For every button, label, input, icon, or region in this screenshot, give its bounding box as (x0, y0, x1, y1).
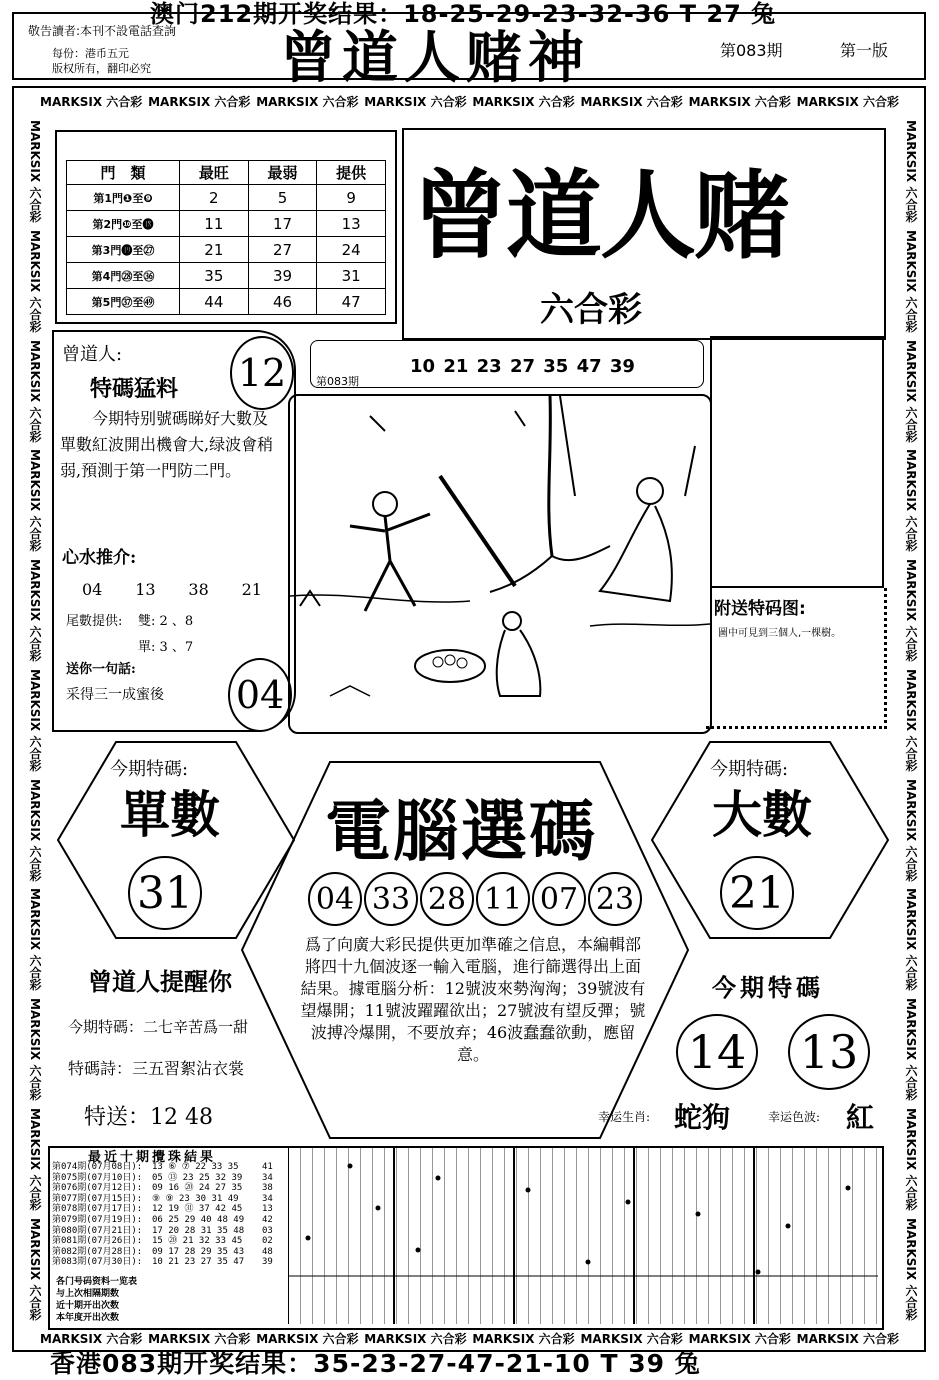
footer-label: 近十期开出次数 (56, 1301, 120, 1311)
cell: 13 (317, 211, 386, 237)
right-hex-number: 21 (720, 856, 794, 930)
cell: 44 (180, 289, 249, 315)
gift-title: 附送特码图: (714, 599, 806, 619)
cell: 5 (248, 185, 317, 211)
computer-number: 23 (588, 872, 642, 926)
history-row: 第083期(07月30日): 10 21 23 27 35 47 39 (52, 1257, 273, 1268)
special-number: 13 (788, 1014, 870, 1090)
circle-number-top: 12 (230, 336, 294, 410)
zodiac-label: 幸运生肖: (598, 1110, 651, 1124)
zodiac-value: 蛇狗 (674, 1101, 731, 1134)
marksix-border-left: MARKSIX 六合彩 MARKSIX 六合彩 MARKSIX 六合彩 MARKSIX 六合彩 MARKSIX 六合彩 MARKSIX 六合彩 MARKSIX 六合彩 MARKSIX 六合彩 MARKSIX 六合彩 MARKSIX 六合彩 MARKSIX 六合彩 (28, 120, 42, 1320)
computer-text: 爲了向廣大彩民提供更加準確之信息，本編輯部將四十九個波逐一輸入電腦，進行篩選得出上面結果。據電腦分析：12號波來勢洶洶；39號波有望爆開；11號波躍躍欲出；27號波有望反彈；號波搏冷爆開，不要放弃；46波蠢蠢欲動，應留意。 (300, 935, 646, 1064)
row-label: 第5門㊲至㊾ (67, 289, 180, 315)
left-hex-big: 單數 (120, 785, 220, 844)
illustration-frame (288, 394, 712, 734)
pick-number: 38 (188, 580, 209, 599)
col-header-cold: 最弱 (248, 161, 317, 185)
col-header-offer: 提供 (317, 161, 386, 185)
history-row: 第076期(07月12日): 09 16 ⑳ 24 27 35 38 (52, 1183, 273, 1194)
history-footer (56, 1276, 137, 1324)
marksix-border-top: MARKSIX 六合彩 MARKSIX 六合彩 MARKSIX 六合彩 MARKSIX 六合彩 MARKSIX 六合彩 MARKSIX 六合彩 MARKSIX 六合彩 MARKSIX 六合彩 (40, 95, 899, 109)
footer-label: 与上次相隔期数 (56, 1289, 120, 1299)
reminder-line2: 特碼詩：三五習絮沾衣裳 (68, 1059, 245, 1078)
cell: 35 (180, 263, 249, 289)
row-label: 第2門❿至⓲ (67, 211, 180, 237)
right-hex-big: 大數 (712, 785, 812, 844)
gift-text: 圖中可見到三個人,一棵樹。 (718, 628, 842, 639)
notice-text: 敬告讀者:本刊不設電話查詢 (28, 24, 177, 38)
issue-number: 第083期 (720, 41, 783, 60)
cell: 9 (317, 185, 386, 211)
history-title: 最近十期攪珠結果 (88, 1150, 217, 1165)
history-row: 第079期(07月19日): 06 25 29 40 48 49 42 (52, 1214, 273, 1225)
pick-number: 04 (82, 580, 103, 599)
issue-small: 第083期 (316, 375, 359, 388)
price-text: 每份：港币五元 (52, 47, 129, 60)
history-row: 第082期(07月28日): 09 17 28 29 35 43 48 (52, 1246, 273, 1257)
reminder-line1: 今期特碼：二七辛苦爲一甜 (68, 1018, 249, 1036)
col-header-hot: 最旺 (180, 161, 249, 185)
feature-text: 今期特别號碼睇好大數及單數紅波開出機會大,绿波會稍弱,預測于第一門防二門。 (60, 409, 274, 480)
history-row: 第078期(07月17日): 12 19 ㉛ 37 42 45 13 (52, 1204, 273, 1215)
footer-label: 各门号码资料一览表 (56, 1277, 138, 1287)
phrase-text: 采得三一成蜜後 (66, 687, 164, 703)
lotto-numbers: 10 21 23 27 35 47 39 (410, 356, 635, 377)
marksix-border-right: MARKSIX 六合彩 MARKSIX 六合彩 MARKSIX 六合彩 MARKSIX 六合彩 MARKSIX 六合彩 MARKSIX 六合彩 MARKSIX 六合彩 MARKSIX 六合彩 MARKSIX 六合彩 MARKSIX 六合彩 MARKSIX 六合彩 (904, 120, 918, 1320)
special-number: 14 (676, 1014, 758, 1090)
history-row: 第077期(07月15日): ⑨ ⑨ 23 30 31 49 34 (52, 1193, 273, 1204)
phrase-label: 送你一句話: (66, 662, 136, 677)
cell: 46 (248, 289, 317, 315)
history-rows (52, 1162, 284, 1268)
history-row: 第080期(07月21日): 17 20 28 31 35 48 03 (52, 1225, 273, 1236)
feature-title: 特碼猛料 (90, 376, 179, 402)
row-label: 第3門⓳至㉗ (67, 237, 180, 263)
computer-title: 電腦選碼 (325, 792, 597, 870)
computer-number: 28 (420, 872, 474, 926)
tail-label: 尾數提供: (66, 614, 123, 629)
author-label: 曾道人: (62, 344, 123, 365)
cell: 39 (248, 263, 317, 289)
history-row: 第081期(07月26日): 15 ⑳ 21 32 33 45 02 (52, 1236, 273, 1247)
logo-sub-text: 六合彩 (540, 290, 642, 330)
computer-number: 33 (364, 872, 418, 926)
cell: 11 (180, 211, 249, 237)
picks-row (82, 580, 262, 599)
top-banner: 澳门212期开奖结果：18-25-29-23-32-36 T 27 兔 (150, 0, 777, 28)
footer-label: 本年度开出次数 (56, 1313, 120, 1323)
tail-single: 單: 3 、7 (138, 640, 194, 655)
cell: 21 (180, 237, 249, 263)
circle-number-bottom: 04 (228, 658, 292, 732)
stats-table (66, 160, 386, 315)
edition-label: 第一版 (840, 41, 889, 60)
row-label: 第1門❶至❾ (67, 185, 180, 211)
cell: 17 (248, 211, 317, 237)
history-grid-dividers (288, 1148, 878, 1324)
left-hex-label: 今期特碼: (110, 759, 189, 780)
computer-numbers (308, 872, 642, 926)
marksix-border-bottom: MARKSIX 六合彩 MARKSIX 六合彩 MARKSIX 六合彩 MARKSIX 六合彩 MARKSIX 六合彩 MARKSIX 六合彩 MARKSIX 六合彩 MARKSIX 六合彩 (40, 1332, 899, 1346)
right-hex-label: 今期特碼: (710, 759, 789, 780)
cell: 27 (248, 237, 317, 263)
cell: 2 (180, 185, 249, 211)
masthead-title: 曾道人赌神 (280, 25, 590, 91)
color-label: 幸运色波: (768, 1110, 821, 1124)
picks-title: 心水推介: (62, 548, 137, 568)
logo-big-text: 曾道人赌 (412, 159, 788, 272)
photo-box (710, 336, 884, 588)
row-label: 第4門㉘至㊱ (67, 263, 180, 289)
reminder-line3: 特送：12 48 (84, 1105, 213, 1130)
cell: 31 (317, 263, 386, 289)
col-header-category: 門 類 (67, 161, 180, 185)
computer-number: 11 (476, 872, 530, 926)
pick-number: 13 (135, 580, 156, 599)
history-row: 第074期(07月08日): 13 ⑥ ⑦ 22 33 35 41 (52, 1162, 273, 1172)
bottom-banner: 香港083期开奖结果：35-23-27-47-21-10 T 39 兔 (50, 1349, 701, 1378)
cell: 47 (317, 289, 386, 315)
reminder-title: 曾道人提醒你 (88, 967, 232, 996)
left-hex-number: 31 (128, 856, 202, 930)
pick-number: 21 (241, 580, 262, 599)
cell: 24 (317, 237, 386, 263)
computer-number: 07 (532, 872, 586, 926)
history-row: 第075期(07月10日): 05 ⑬ 23 25 32 39 34 (52, 1172, 273, 1183)
rights-text: 版权所有，翻印必究 (52, 62, 151, 75)
color-value: 紅 (846, 1101, 875, 1134)
special-title: 今期特碼 (712, 973, 824, 1002)
tail-double: 雙: 2 、8 (138, 614, 194, 629)
computer-number: 04 (308, 872, 362, 926)
scene-illustration (290, 396, 710, 732)
